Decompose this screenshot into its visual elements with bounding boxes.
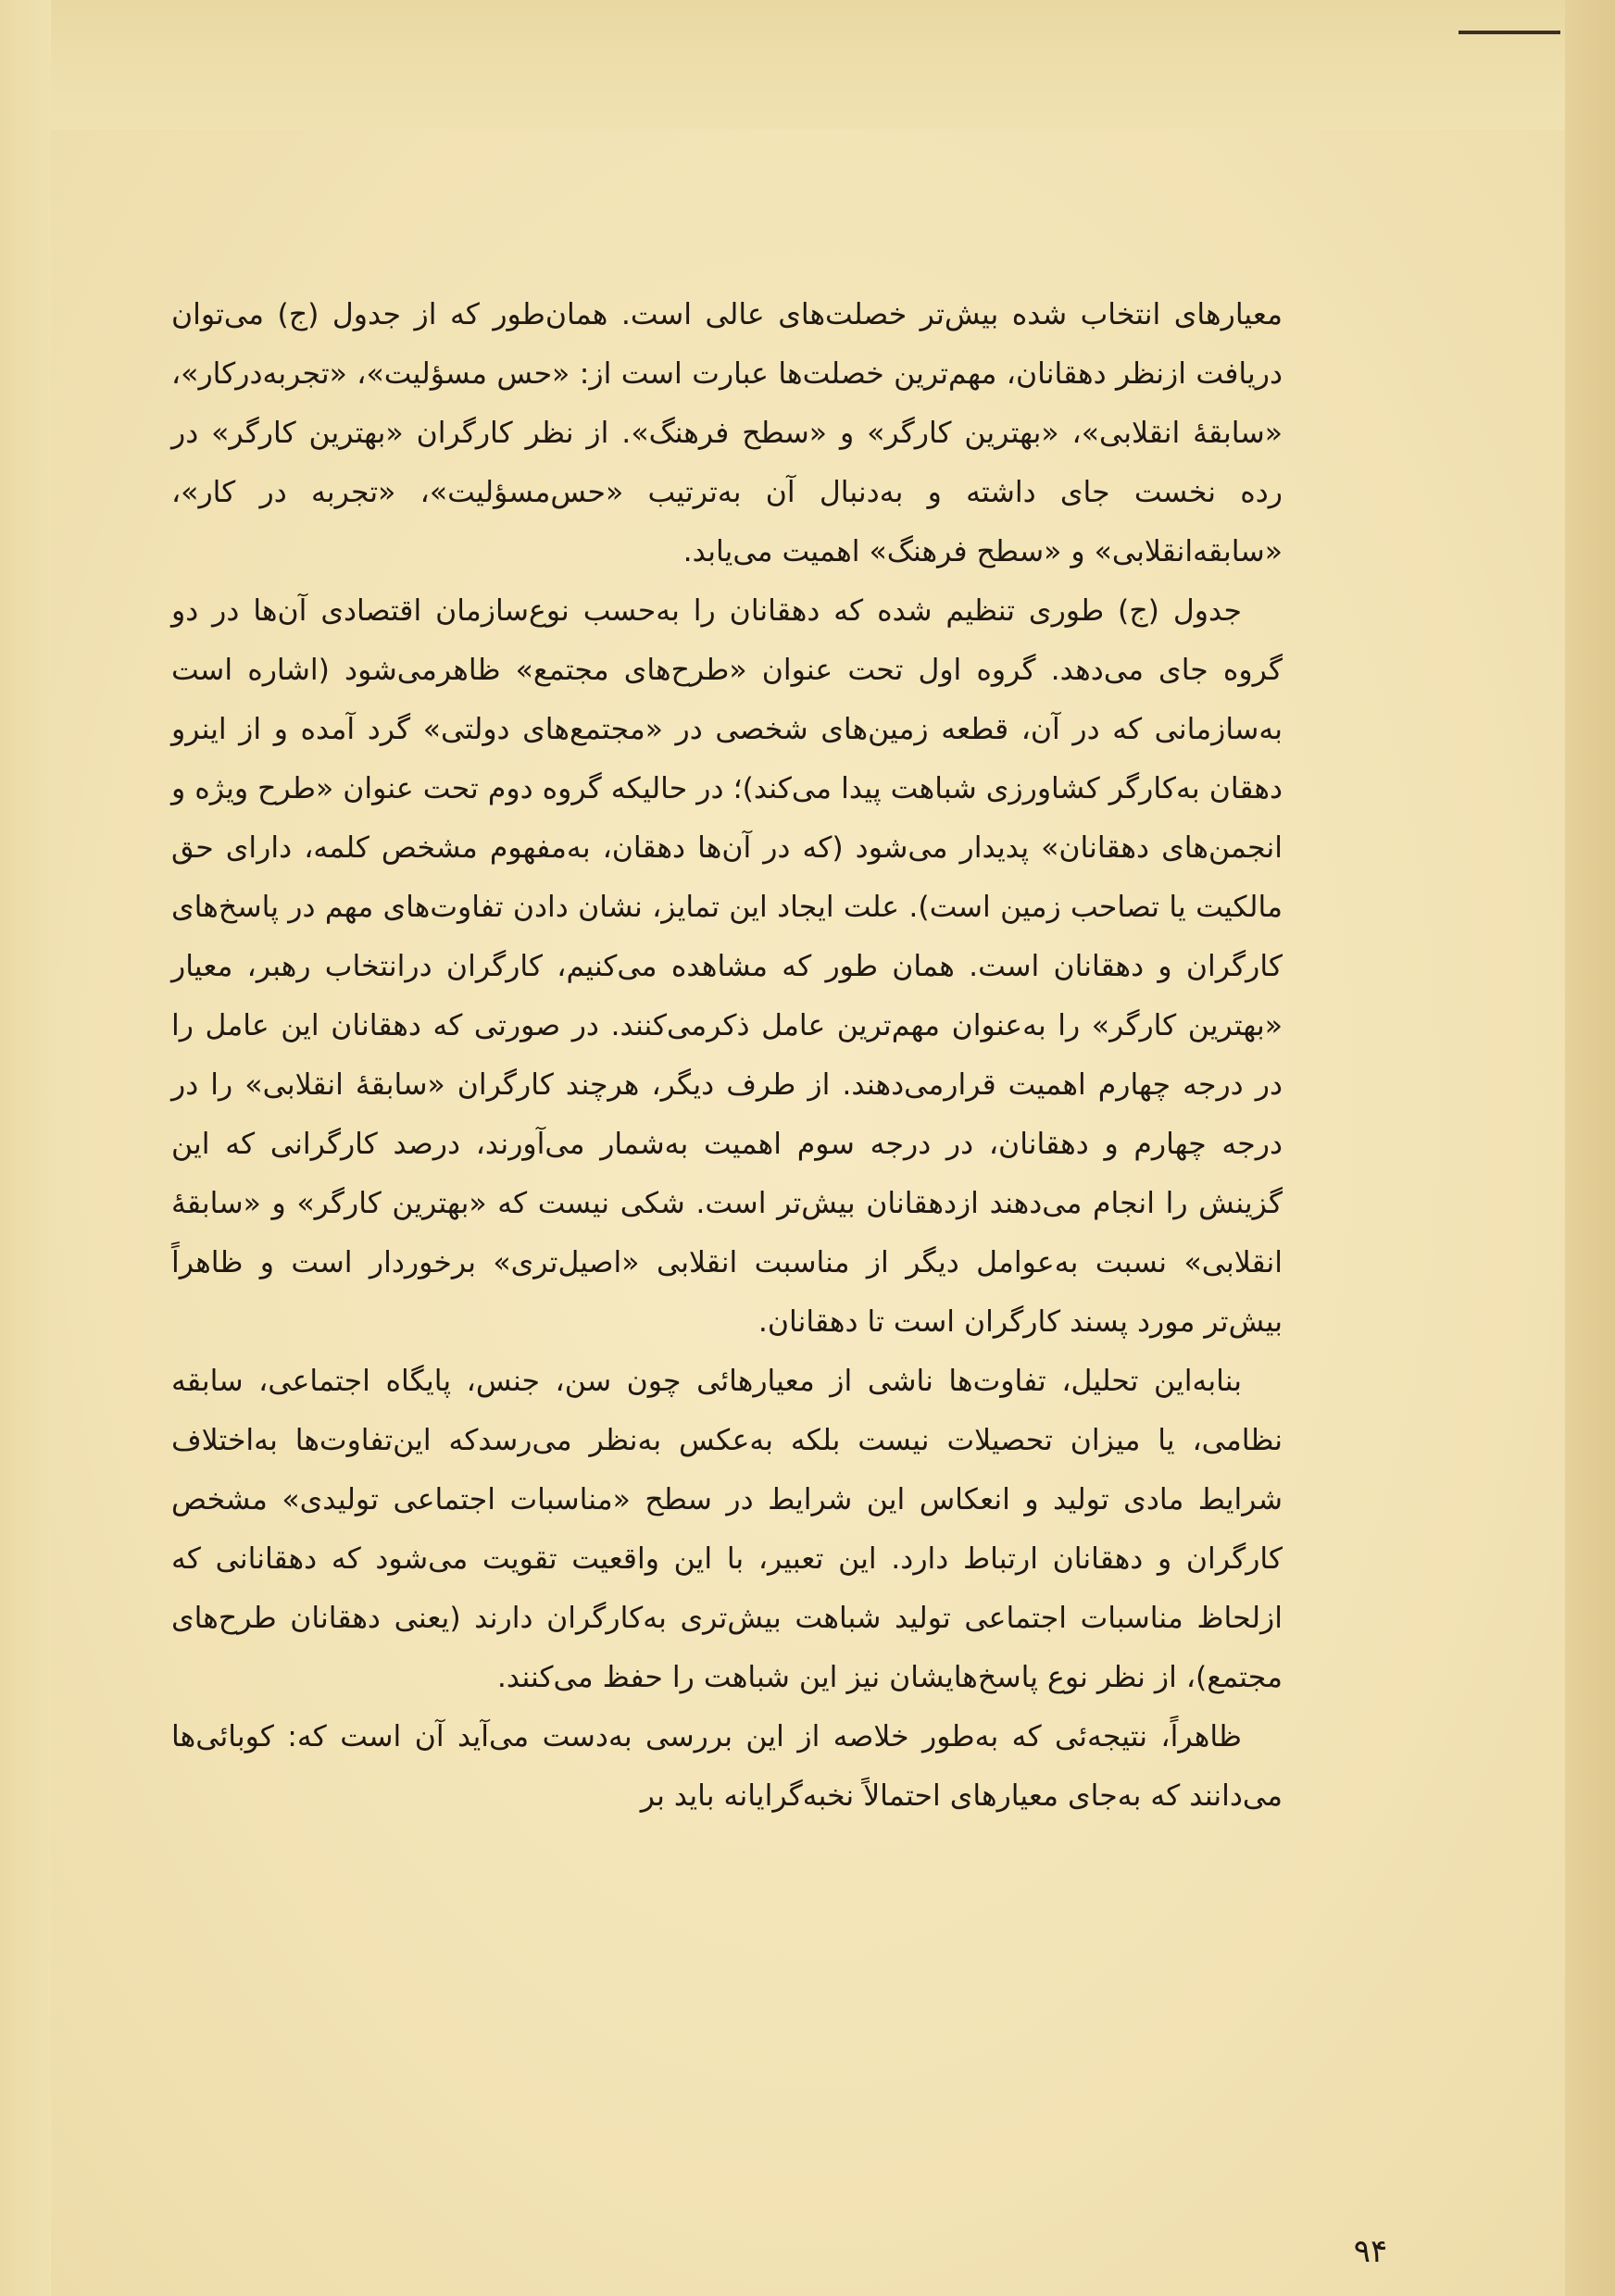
paragraph-2: جدول (ج) طوری تنظیم شده که دهقانان را به‌حسب نوع‌سازمان اقتصادی آن‌ها در دو گروه جای می‌دهد. گروه اول تحت عنوان «طرح‌های مجتمع» ظاهرمی‌شود (اشاره است به‌سازمانی که در آن، قطعه زمین‌های شخصی در «مجتمع‌های دولتی» گرد آمده و از اینرو دهقان به‌کارگر کشاورزی شباهت پیدا می‌کند)؛ در حالیکه گروه دوم تحت عنوان «طرح ویژه و انجمن‌های دهقانان» پدیدار می‌شود (که در آن‌ها دهقان، به‌مفهوم مشخص کلمه، دارای حق مالکیت یا تصاحب زمین است). علت ایجاد این تمایز، نشان دادن تفاوت‌های مهم در پاسخ‌های کارگران و دهقانان است. همان طور که مشاهده می‌کنیم، کارگران درانتخاب رهبر، معیار «بهترین کارگر» را به‌عنوان مهم‌ترین عامل ذکرمی‌کنند. در صورتی که دهقانان این عامل را در درجه چهارم اهمیت قرارمی‌دهند. از طرف دیگر، هرچند کارگران «سابقهٔ انقلابی» را در درجه چهارم و دهقانان، در درجه سوم اهمیت به‌شمار می‌آورند، درصد کارگرانی که این گزینش را انجام می‌دهند ازدهقانان بیش‌تر است. شکی نیست که «بهترین کارگر» و «سابقهٔ انقلابی» نسبت به‌عوامل دیگر از مناسبت انقلابی «اصیل‌تری» برخوردار است و ظاهراً بیش‌تر مورد پسند کارگران است تا دهقانان. bbox=[171, 594, 1283, 1339]
page-top-band bbox=[0, 0, 1615, 139]
page-right-edge bbox=[1565, 0, 1615, 2296]
page-number: ۹۴ bbox=[1353, 2233, 1388, 2270]
paragraph-4: ظاهراً، نتیجه‌ئی که به‌طور خلاصه از این بررسی به‌دست می‌آید آن است که: کوبائی‌ها می‌دانند که به‌جای معیارهای احتمالاً نخبه‌گرایانه باید بر bbox=[171, 1720, 1283, 1813]
page-left-margin bbox=[0, 0, 51, 2296]
header-rule bbox=[1459, 31, 1560, 34]
paragraph-3: بنابه‌این تحلیل، تفاوت‌ها ناشی از معیارهائی چون سن، جنس، پایگاه اجتماعی، سابقه نظامی، یا میزان تحصیلات نیست بلکه به‌عکس به‌نظر می‌رسدکه این‌تفاوت‌ها به‌اختلاف شرایط مادی تولید و انعکاس این شرایط در سطح «مناسبات اجتماعی تولیدی» مشخص کارگران و دهقانان ارتباط دارد. این تعبیر، با این واقعیت تقویت می‌شود که دهقانانی که ازلحاظ مناسبات اجتماعی تولید شباهت بیش‌تری به‌کارگران دارند (یعنی دهقانان طرح‌های مجتمع)، از نظر نوع پاسخ‌هایشان نیز این شباهت را حفظ می‌کنند. bbox=[171, 1365, 1283, 1694]
body-text bbox=[171, 285, 1283, 1826]
paragraph-1: معیارهای انتخاب شده بیش‌تر خصلت‌های عالی است. همان‌طور که از جدول (ج) می‌توان دریافت ازنظر دهقانان، مهم‌ترین خصلت‌ها عبارت است از: «حس مسؤلیت»، «تجربه‌درکار»، «سابقهٔ انقلابی»، «بهترین کارگر» و «سطح فرهنگ». از نظر کارگران «بهترین کارگر» در رده نخست جای داشته و به‌دنبال آن به‌ترتیب «حس‌مسؤلیت»، «تجربه در کار»، «سابقه‌انقلابی» و «سطح فرهنگ» اهمیت می‌یابد. bbox=[171, 298, 1283, 568]
